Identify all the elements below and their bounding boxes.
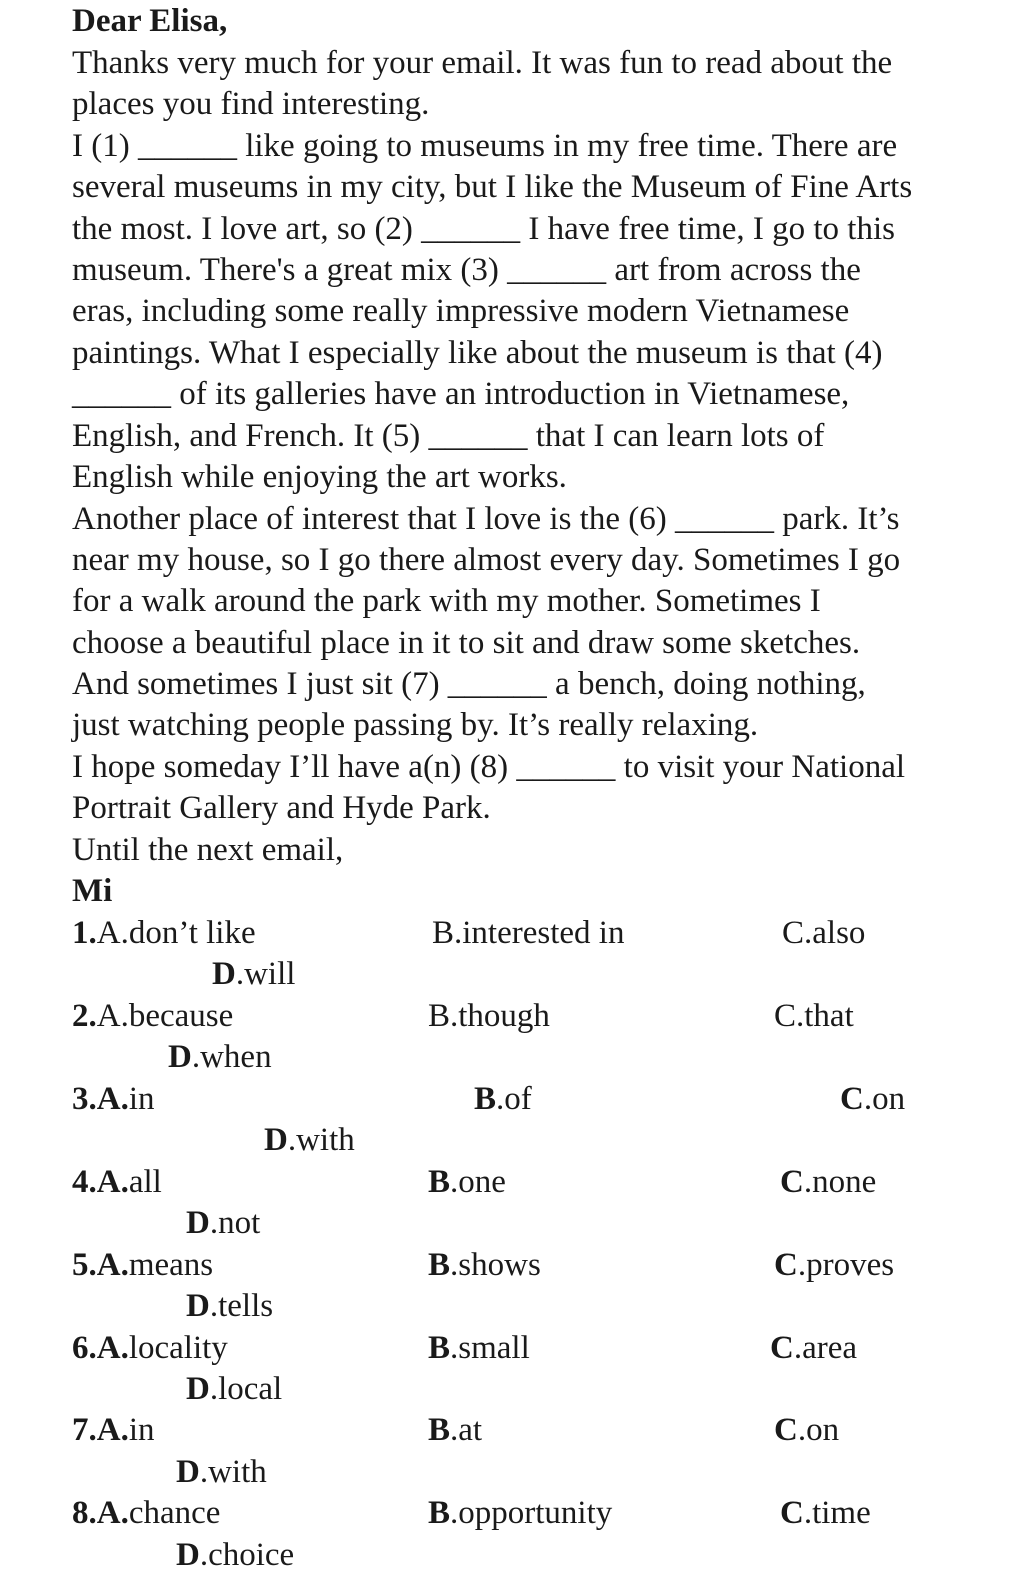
option-text: in	[128, 1081, 155, 1117]
question-7-option-a	[72, 1411, 155, 1449]
option-text: .proves	[797, 1247, 895, 1283]
question-8-option-b	[428, 1494, 612, 1532]
question-number: 6.	[72, 1330, 97, 1366]
option-letter: A.	[96, 1495, 129, 1531]
option-text: .with	[287, 1122, 355, 1158]
letter-line: near my house, so I go there almost every day. Sometimes I go	[72, 542, 901, 578]
letter-line: I (1) ______ like going to museums in my free time. There are	[72, 128, 898, 164]
letter-greeting: Dear Elisa,	[72, 3, 228, 39]
option-text: .choice	[199, 1537, 295, 1573]
option-text: .will	[235, 956, 296, 992]
question-5-option-b	[428, 1246, 541, 1284]
option-text: .small	[450, 1330, 530, 1366]
letter-line: choose a beautiful place in it to sit and draw some sketches.	[72, 625, 861, 661]
option-text: A.don’t like	[96, 915, 256, 951]
option-letter: D	[264, 1122, 288, 1158]
option-text: .at	[450, 1412, 483, 1448]
option-letter: D	[186, 1371, 210, 1407]
question-8-option-d	[176, 1536, 294, 1574]
option-letter: D	[186, 1205, 210, 1241]
question-7-option-b	[428, 1411, 482, 1449]
letter-line: Portrait Gallery and Hyde Park.	[72, 790, 491, 826]
option-text: .on	[863, 1081, 906, 1117]
question-3-option-a	[72, 1080, 155, 1118]
option-letter: A.	[96, 1164, 129, 1200]
question-6-option-b	[428, 1329, 530, 1367]
question-1-option-a	[72, 914, 256, 952]
question-2-option-d	[168, 1038, 272, 1076]
question-number: 8.	[72, 1495, 97, 1531]
question-5-option-a	[72, 1246, 213, 1284]
option-text: in	[128, 1412, 155, 1448]
option-letter: B	[428, 1412, 451, 1448]
letter-line: English while enjoying the art works.	[72, 459, 567, 495]
letter-line: several museums in my city, but I like the Museum of Fine Arts	[72, 169, 913, 205]
letter-line: museum. There's a great mix (3) ______ art from across the	[72, 252, 861, 288]
question-number: 2.	[72, 998, 97, 1034]
option-letter: B	[474, 1081, 497, 1117]
letter-line: eras, including some really impressive modern Vietnamese	[72, 293, 850, 329]
question-number: 5.	[72, 1247, 97, 1283]
question-1-option-d	[212, 955, 295, 993]
option-text: .with	[199, 1454, 267, 1490]
option-letter: D	[176, 1537, 200, 1573]
option-text: .when	[191, 1039, 272, 1075]
question-4-option-b	[428, 1163, 506, 1201]
letter-line: paintings. What I especially like about the museum is that (4)	[72, 335, 883, 371]
letter-line: places you find interesting.	[72, 86, 430, 122]
option-letter: B	[428, 1495, 451, 1531]
question-number: 1.	[72, 915, 97, 951]
question-8-option-c	[780, 1494, 871, 1532]
letter-signature: Mi	[72, 873, 113, 909]
option-letter: A.	[96, 1247, 129, 1283]
option-letter: A.	[96, 1081, 129, 1117]
option-letter: C	[774, 1247, 798, 1283]
option-text: all	[128, 1164, 162, 1200]
option-letter: C	[780, 1495, 804, 1531]
question-4-option-a	[72, 1163, 162, 1201]
question-3-option-b	[474, 1080, 532, 1118]
question-8-option-a	[72, 1494, 220, 1532]
question-7-option-d	[176, 1453, 267, 1491]
letter-line: just watching people passing by. It’s really relaxing.	[72, 707, 759, 743]
option-text: chance	[128, 1495, 221, 1531]
option-letter: D	[168, 1039, 192, 1075]
option-letter: D	[186, 1288, 210, 1324]
letter-line: I hope someday I’ll have a(n) (8) ______ to visit your National	[72, 749, 906, 785]
question-1-option-b: B.interested in	[432, 915, 625, 951]
option-text: A.because	[96, 998, 234, 1034]
letter-line: And sometimes I just sit (7) ______ a bench, doing nothing,	[72, 666, 866, 702]
option-text: .not	[209, 1205, 261, 1241]
question-number: 3.	[72, 1081, 97, 1117]
question-6-option-d	[186, 1370, 282, 1408]
option-letter: B	[428, 1330, 451, 1366]
option-text: .shows	[450, 1247, 541, 1283]
option-letter: D	[176, 1454, 200, 1490]
question-6-option-c	[770, 1329, 857, 1367]
option-text: .of	[496, 1081, 532, 1117]
letter-line: the most. I love art, so (2) ______ I have free time, I go to this	[72, 211, 895, 247]
question-2-option-a	[72, 997, 233, 1035]
letter-line: Another place of interest that I love is the (6) ______ park. It’s	[72, 501, 900, 537]
option-letter: A.	[96, 1412, 129, 1448]
question-3-option-c	[840, 1080, 905, 1118]
question-number: 4.	[72, 1164, 97, 1200]
option-letter: D	[212, 956, 236, 992]
question-4-option-c	[780, 1163, 876, 1201]
question-2-option-c: C.that	[774, 998, 854, 1034]
letter-line: for a walk around the park with my mother. Sometimes I	[72, 583, 821, 619]
option-text: .area	[793, 1330, 858, 1366]
question-6-option-a	[72, 1329, 228, 1367]
option-text: .tells	[209, 1288, 274, 1324]
option-letter: C	[780, 1164, 804, 1200]
letter-line: English, and French. It (5) ______ that I can learn lots of	[72, 418, 825, 454]
option-text: .one	[450, 1164, 506, 1200]
letter-line: ______ of its galleries have an introduction in Vietnamese,	[72, 376, 850, 412]
question-4-option-d	[186, 1204, 260, 1242]
option-letter: C	[774, 1412, 798, 1448]
option-letter: C	[770, 1330, 794, 1366]
question-1-option-c: C.also	[782, 915, 866, 951]
option-letter: B	[428, 1247, 451, 1283]
question-2-option-b: B.though	[428, 998, 550, 1034]
option-text: .opportunity	[450, 1495, 613, 1531]
option-text: locality	[128, 1330, 228, 1366]
option-letter: B	[428, 1164, 451, 1200]
option-text: .on	[797, 1412, 840, 1448]
question-3-option-d	[264, 1121, 355, 1159]
option-text: .local	[209, 1371, 283, 1407]
question-number: 7.	[72, 1412, 97, 1448]
letter-line: Thanks very much for your email. It was fun to read about the	[72, 45, 893, 81]
option-text: means	[128, 1247, 214, 1283]
option-letter: C	[840, 1081, 864, 1117]
letter-line: Until the next email,	[72, 832, 344, 868]
option-letter: A.	[96, 1330, 129, 1366]
question-5-option-d	[186, 1287, 273, 1325]
option-text: .time	[803, 1495, 871, 1531]
option-text: .none	[803, 1164, 877, 1200]
question-7-option-c	[774, 1411, 839, 1449]
question-5-option-c	[774, 1246, 894, 1284]
